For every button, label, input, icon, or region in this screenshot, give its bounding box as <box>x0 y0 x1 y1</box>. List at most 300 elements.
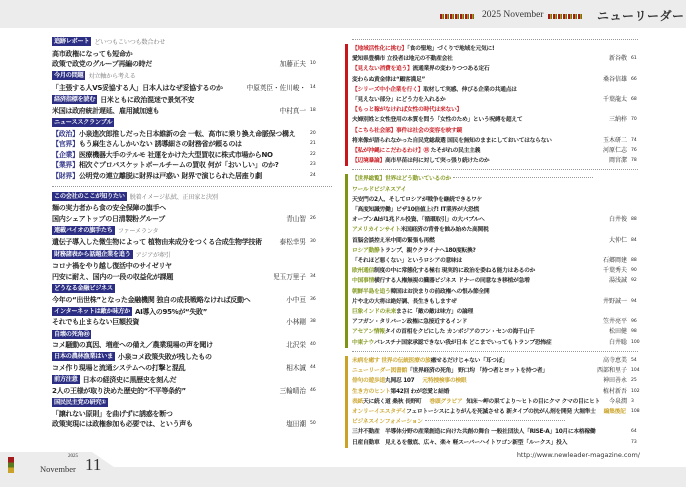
article-title[interactable] <box>52 295 332 306</box>
author-name: 相木誠 <box>286 363 306 372</box>
page-number: 61 <box>631 56 637 62</box>
article-title-text: 高市政権になっても短命か <box>52 49 133 58</box>
author-name: 三輪晴治 <box>279 386 306 395</box>
toc-row-text <box>352 397 604 407</box>
toc-row-text <box>352 438 627 448</box>
author-name: 新谷敬 <box>608 55 627 63</box>
series-label: 巨象インドの未来 <box>352 309 396 316</box>
section-header <box>52 284 332 295</box>
series-label: 生き方のヒント <box>352 388 391 395</box>
contents-right-column <box>345 36 645 459</box>
series-label: 【こちら社会部】 <box>352 127 396 134</box>
article-title-text: パレスチナ国家承認できない我が日本 どこまでいってもトランプ恐怖症 <box>374 339 552 346</box>
article-title-text: 三井不動産 半導体分野の産業創造に向けた共創の舞台 一般社団法人「RISE-A」10月に本格稼働 <box>352 429 596 436</box>
article-title[interactable] <box>52 409 332 420</box>
section-header <box>52 71 332 83</box>
dotted-divider <box>52 186 332 187</box>
toc-row-text <box>352 115 604 125</box>
section-label: 財務諸表から話題企業を追う <box>54 250 131 258</box>
section-headline[interactable]: 小泉コメ政策失敗が残したもの <box>117 353 212 362</box>
page-number: 3 <box>631 398 634 404</box>
article-title-text: まさに「敵の敵は味方」の論理 <box>395 309 473 316</box>
article-title-text: 「それほど悪くない」というロシアの意味は <box>352 258 462 265</box>
toc-row-text <box>352 246 645 256</box>
page-number: 104 <box>631 368 640 374</box>
article-title-text: 今年の“出世株”となった金融機関 独自の成長戦略なければ反動へ <box>52 295 251 304</box>
toc-section <box>52 375 332 396</box>
article-title-text: アフガン・タリバーン政権に急接近するインド <box>352 319 468 326</box>
section-headline[interactable]: 日本の経済史に黒歴史を刻んだ <box>82 376 177 385</box>
author-name: 加藤正夫 <box>279 60 306 69</box>
toc-row[interactable] <box>352 54 645 64</box>
news-text <box>52 171 306 182</box>
article-title[interactable] <box>52 317 332 328</box>
page-number: 22 <box>310 151 316 157</box>
section-header <box>52 307 332 318</box>
toc-row[interactable] <box>352 387 645 397</box>
toc-row[interactable] <box>352 156 645 166</box>
news-item[interactable] <box>52 139 332 150</box>
page-number: 68 <box>631 97 637 103</box>
author-name: 桑谷信雄 <box>602 75 627 83</box>
toc-row[interactable] <box>352 185 645 195</box>
article-title-text: 「食の聖地」づくりで地域を元気に! <box>406 46 495 52</box>
news-text <box>52 150 306 161</box>
series-label: 巻頭グラビア <box>429 398 463 405</box>
toc-row[interactable] <box>352 407 645 417</box>
section-header <box>52 226 332 238</box>
article-title-text: コロナ禍をやり越し復活中のサイゼリヤ <box>52 262 172 271</box>
decorative-stripe <box>548 14 582 19</box>
article-title-text: 「主張する人VS妥協する人」日本人はなぜ妥協するのか <box>52 83 223 92</box>
dotted-divider <box>425 420 565 421</box>
section-header-text <box>52 307 332 318</box>
author-name: 今泉潤 <box>608 397 627 405</box>
page-number: 18 <box>310 107 316 113</box>
series-label: 表紙 <box>352 398 363 405</box>
series-label: ビジネスインフォメーション <box>352 419 423 426</box>
page-number: 10 <box>310 61 316 67</box>
issue-date: 2025 November <box>482 10 544 20</box>
page-number: 36 <box>310 296 316 302</box>
news-category: 【政治】 <box>52 129 79 138</box>
article-title-text: フェロトーシスによりがんを死滅させる 新タイプの抗がん剤を開発 大堀隼士 <box>406 408 596 415</box>
toc-row[interactable] <box>352 376 645 386</box>
toc-row-text <box>352 126 645 136</box>
article-title-text: 「見えない部分」にどう力を入れるか <box>352 97 446 104</box>
author-name: 小中亘 <box>286 295 306 304</box>
page-number: 84 <box>631 237 637 243</box>
page-header <box>0 0 686 28</box>
toc-section <box>52 284 332 305</box>
article-title[interactable] <box>52 340 332 351</box>
article-title-text: 流通業界の変わりつつある定石 <box>412 66 490 73</box>
article-title-text: 「譲れない原則」を曲げずに誘惑を断つ <box>52 409 173 418</box>
section-label: 経済指標を読む <box>54 96 96 104</box>
article-title-text: 麺の実力者から食の安全保障の旗手へ <box>52 204 166 213</box>
page-number: 74 <box>631 137 637 143</box>
series-label: 未病を癒す 世界の伝統医療の旅 <box>352 357 431 364</box>
toc-section <box>52 192 332 225</box>
toc-row[interactable] <box>352 205 645 215</box>
toc-row-text <box>352 417 645 427</box>
dotted-divider <box>352 39 638 40</box>
article-title-text: 「高度知識労働」ビザ10倍値上げ! IT業界が大恐慌 <box>352 207 479 214</box>
series-label: ワールドビジネスアイ <box>352 186 407 193</box>
news-item[interactable] <box>52 160 332 171</box>
news-title: 公明党の連立離脱に財界は戸惑い 財界で演じられた居座り劇 <box>78 171 262 180</box>
article-title-text: 夫婦別姓と女性登用の本質を問う「女性のため」という呪縛を超えて <box>352 117 523 124</box>
section-header-text <box>52 226 332 238</box>
news-text <box>52 129 306 140</box>
article-title-text: 片や北の大将は絶好調、長生きもしますぜ <box>352 298 457 305</box>
toc-row[interactable] <box>352 276 645 286</box>
toc-row-text <box>352 95 598 105</box>
article-title-text: 首脳会談控え米中間の緊張も再燃 <box>352 237 435 244</box>
article-title-text: 天に続く道 桑秋 長野町 <box>363 398 422 405</box>
toc-row-text <box>352 307 645 317</box>
section-header-text <box>52 398 332 409</box>
section-header <box>52 192 332 204</box>
page-number: 20 <box>310 130 316 136</box>
article-title-text: 丸岡忍 107 <box>384 378 415 385</box>
article-title-text: 天安門の2人、そしてロシアが戦争を継続できるワケ <box>352 196 483 203</box>
page-number: 25 <box>631 378 637 384</box>
toc-row[interactable] <box>352 256 645 266</box>
series-label: 編集後記 <box>603 408 626 415</box>
toc-section <box>52 307 332 328</box>
page-number: 108 <box>631 408 640 414</box>
article-title-text: 韓国はお決まりの前政権への恨み節全開 <box>390 288 490 295</box>
toc-row-text <box>352 366 592 376</box>
page-number: 44 <box>310 364 316 370</box>
toc-row[interactable] <box>352 44 645 54</box>
section-label: 自壊の死角㊾ <box>54 330 90 338</box>
author-name: 井野誠一 <box>602 297 627 305</box>
article-title[interactable] <box>52 49 332 60</box>
section-header-text <box>52 330 332 341</box>
toc-row[interactable] <box>352 95 645 105</box>
toc-row[interactable] <box>352 195 645 205</box>
section-header <box>52 375 332 386</box>
toc-row-text <box>352 195 645 205</box>
news-text <box>52 139 306 150</box>
section-header-text <box>52 37 332 49</box>
article-title-text: トランプ、親ウクライナへ180度転換? <box>379 247 476 254</box>
series-label: 【もっと稼がなければ女性の時代は来ない】 <box>352 107 462 114</box>
author-name: 中原英臣・佐川峻・ <box>246 83 306 92</box>
issue-number: 11 <box>85 455 102 474</box>
toc-row[interactable] <box>352 397 645 407</box>
page-number: 34 <box>310 273 316 279</box>
toc-row[interactable] <box>352 115 645 125</box>
toc-row[interactable] <box>352 338 645 348</box>
toc-group-green <box>345 174 645 347</box>
page-number: 14 <box>310 84 316 90</box>
article-title[interactable] <box>52 59 332 70</box>
news-category: 【企業】 <box>52 150 79 159</box>
section-header <box>52 250 332 262</box>
toc-row[interactable] <box>352 366 645 376</box>
article-title-text: 知床～岬の果てより～ヒトの目にクマ クマの目にヒト <box>466 398 601 405</box>
series-label: 事件は社会の変容を映す鏡 <box>395 127 462 134</box>
section-header-text <box>52 284 332 295</box>
toc-row[interactable] <box>352 287 645 297</box>
article-title-text: 愛知県豊橋市 立役者は地元の不動産会社 <box>352 56 453 63</box>
series-label: アメリカインサイト <box>352 227 401 234</box>
toc-section <box>52 95 332 116</box>
toc-row-text <box>352 256 598 266</box>
article-title[interactable] <box>52 237 332 248</box>
toc-row[interactable] <box>352 236 645 246</box>
article-title-text: 「世界経済の死角」 野口均 「持つ者とヨットを持つ者」 <box>406 368 548 375</box>
article-title-text: それでも止まらない巨額投資 <box>52 318 140 327</box>
article-title-text: 日産自動車 見えるを徹底、広々、楽々 軽スーパーハイトワゴン新型「ルークス」投入 <box>352 439 568 446</box>
article-title-text: コメ騒動の真因、増産への備え／農業現場の声を聞け <box>52 341 213 350</box>
page-number: 100 <box>631 339 640 345</box>
author-name: 松田健 <box>608 328 627 336</box>
news-item[interactable] <box>52 150 332 161</box>
section-subtitle: どいつもこいつも数合わせ <box>94 39 165 46</box>
toc-section <box>52 37 332 70</box>
toc-row[interactable] <box>352 215 645 225</box>
toc-row[interactable] <box>352 105 645 115</box>
toc-row-text <box>352 146 598 156</box>
series-label: 中東ナウ <box>352 339 374 346</box>
toc-row-text <box>352 225 645 235</box>
section-label: ニューススクランブル <box>54 118 113 126</box>
page-number: 98 <box>631 329 637 335</box>
toc-row-text <box>352 356 598 366</box>
toc-section <box>52 118 332 182</box>
author-name: 笠井亮平 <box>602 318 627 326</box>
page-number: 78 <box>631 158 637 164</box>
article-title[interactable] <box>52 363 332 374</box>
article-title-text: 米国は政府統計遅延、雇用減加速も <box>52 106 160 115</box>
toc-row-text <box>352 156 604 166</box>
toc-row-text <box>352 64 645 74</box>
toc-row[interactable] <box>352 246 645 256</box>
toc-row-text <box>352 317 598 327</box>
article-title[interactable] <box>52 272 332 283</box>
toc-row[interactable] <box>352 297 645 307</box>
author-name: 高寺恵美 <box>602 356 627 364</box>
series-label: 朝鮮半島を追う <box>352 288 391 295</box>
section-header-text <box>52 71 332 83</box>
toc-section <box>52 398 332 430</box>
series-label: 【地域活性化に挑む】 <box>352 46 407 52</box>
section-subtitle: 脱着イメージ払拭、正田家と決別 <box>129 193 218 201</box>
author-name: 西部和里子 <box>596 367 627 375</box>
series-label: 【辺境暴論】 <box>352 158 385 165</box>
toc-row[interactable] <box>352 317 645 327</box>
news-item[interactable] <box>52 129 332 140</box>
series-label: 【世界総覧】世界はどう動いているのか <box>352 176 451 183</box>
section-header <box>52 352 332 363</box>
article-title-text: 米国経済の背骨を蝕み始めた高関税 <box>400 227 489 234</box>
page-number: 88 <box>631 258 637 264</box>
series-label: 元特捜検事の検眼 <box>422 378 467 385</box>
toc-row[interactable] <box>352 174 645 184</box>
toc-row-text <box>352 205 645 215</box>
color-bar <box>345 174 348 347</box>
toc-row[interactable] <box>352 438 645 448</box>
toc-row[interactable] <box>352 136 645 146</box>
author-name: 白井俊 <box>608 216 627 224</box>
article-title[interactable] <box>52 214 332 225</box>
author-name: 小林剛 <box>286 318 306 327</box>
section-label: この会社のここが知りたい <box>54 192 125 200</box>
section-subtitle: 対立軸から考える <box>88 73 136 81</box>
section-header-text <box>52 118 332 129</box>
page-number: 26 <box>310 215 316 221</box>
author-name: 河原仁志 <box>602 147 627 155</box>
section-headline[interactable]: AI導入の95%が“失敗” <box>134 307 208 316</box>
series-label: 中国事情 <box>352 278 374 285</box>
author-name: 泰松幸男 <box>279 238 306 247</box>
toc-row-text <box>352 174 645 184</box>
toc-row-text <box>352 287 645 297</box>
toc-row[interactable] <box>352 75 645 85</box>
toc-row-text <box>352 338 604 348</box>
article-title-text: 第42回 わが恋愛と結婚 <box>390 388 450 395</box>
article-title-text: 政策で政党のグループ再編の時だ <box>52 60 152 69</box>
article-title-text: 国内シェアトップの日清製粉グループ <box>52 214 165 223</box>
color-bar <box>345 356 348 448</box>
toc-row-text <box>352 75 598 85</box>
toc-group-red <box>345 44 645 166</box>
toc-row-text <box>352 407 627 417</box>
page-number: 38 <box>310 319 316 325</box>
article-title[interactable] <box>52 419 332 430</box>
section-header <box>52 95 332 106</box>
section-label: 連載バイオの旗手たち <box>54 226 113 234</box>
toc-row[interactable] <box>352 266 645 276</box>
color-bar <box>345 44 348 166</box>
article-title-text: オープンAIが1兆ドル投資、「循環取引」の大バブルへ <box>352 217 485 224</box>
series-label: ロシア動静 <box>352 247 380 254</box>
series-label: オンリーイエスタデイ <box>352 408 407 415</box>
page-number: 66 <box>631 76 637 82</box>
series-label: 【私が沖縄にこだわるわけ】⑱ <box>352 148 429 155</box>
toc-row-text <box>352 105 645 115</box>
toc-row[interactable] <box>352 126 645 136</box>
page-number: 23 <box>310 162 316 168</box>
section-label: 国民民主党の研究① <box>54 398 107 406</box>
section-label: 今月の問題 <box>54 72 84 80</box>
toc-row[interactable] <box>352 64 645 74</box>
article-title-text: たそがれの民主主義 <box>428 148 481 155</box>
magazine-title: ニューリーダー <box>597 9 685 23</box>
author-name: 玉木研二 <box>602 136 627 144</box>
article-title-text: 取材して実感、伸びる企業の共通点は <box>423 86 517 93</box>
section-header-text <box>52 192 332 204</box>
toc-row[interactable] <box>352 85 645 95</box>
news-category: 【官界】 <box>52 140 79 149</box>
section-header-text <box>52 250 332 262</box>
toc-section <box>52 330 332 351</box>
toc-section <box>52 250 332 283</box>
article-title[interactable] <box>52 106 332 117</box>
article-title[interactable] <box>52 261 332 272</box>
author-name: 湯浅誠 <box>608 277 627 285</box>
toc-row[interactable] <box>352 225 645 235</box>
news-title: もう麻生さんしかいない 誘導細さの財務省が頼るのは <box>78 140 242 149</box>
article-title-text: 変わらぬ黄金律は“顧客満足” <box>352 76 425 83</box>
contents-left-column <box>52 37 332 431</box>
page-number: 76 <box>631 148 637 154</box>
news-title: 相次ぐプロバスケットボールチームの買収 何が「おいしい」のか? <box>78 161 279 170</box>
toc-row-text <box>352 54 604 64</box>
page-number: 46 <box>310 387 316 393</box>
section-header <box>52 118 332 129</box>
section-header <box>52 330 332 341</box>
toc-row[interactable] <box>352 427 645 437</box>
section-subtitle: アジアが牽引 <box>135 251 171 259</box>
toc-row-text <box>352 427 627 437</box>
page-number: 64 <box>631 429 637 435</box>
toc-row[interactable] <box>352 417 645 427</box>
toc-row[interactable] <box>352 307 645 317</box>
section-header-text <box>52 375 332 386</box>
section-label: どうなる金融ビジネス <box>54 285 113 293</box>
author-name: 青山智 <box>286 214 306 223</box>
article-title-text: 高市早苗は何に対して突っ張り続けたのか <box>384 158 490 165</box>
toc-row-text <box>352 136 598 146</box>
page-number: 92 <box>631 278 637 284</box>
toc-row-text <box>352 327 604 337</box>
author-name: 千葉龍太 <box>602 96 627 104</box>
article-title[interactable] <box>52 83 332 94</box>
article-title-text: 遺伝子導入した微生物によって 植物由来成分をつくる合成生物学技術 <box>52 238 262 247</box>
page-number: 96 <box>631 319 637 325</box>
toc-section <box>52 352 332 373</box>
author-name: 北沢栄 <box>286 341 306 350</box>
section-headline[interactable]: 日米ともに政治混迷で景気不安 <box>100 96 195 105</box>
toc-row[interactable] <box>352 146 645 156</box>
section-subtitle: ファーメランタ <box>117 227 159 235</box>
section-header <box>52 37 332 49</box>
series-label: ニューリーダー図書館 <box>352 368 407 375</box>
toc-row-text <box>352 266 598 276</box>
section-header-text <box>52 95 332 106</box>
news-text <box>52 160 306 171</box>
author-name: 白井聡 <box>608 338 627 346</box>
toc-row[interactable] <box>352 356 645 366</box>
page-number: 54 <box>631 357 637 363</box>
news-item[interactable] <box>52 171 332 182</box>
footer-year: 2025 <box>68 454 78 459</box>
website-url[interactable]: http://www.newleader-magazine.com/ <box>516 450 640 459</box>
news-category: 【財界】 <box>52 171 79 180</box>
dotted-divider <box>453 177 593 178</box>
page-number: 21 <box>310 141 316 147</box>
series-label: 【見えない消費を追う】 <box>352 66 413 73</box>
series-label: アセアン情報 <box>352 329 385 336</box>
series-label: 欧州通信 <box>352 268 374 275</box>
article-title-text: コメ作り現場と流通システムへの打撃と混乱 <box>52 363 186 372</box>
section-header-text <box>52 352 332 363</box>
article-title[interactable] <box>52 386 332 397</box>
toc-row[interactable] <box>352 327 645 337</box>
toc-row-text <box>352 44 645 54</box>
toc-row-text <box>352 297 598 307</box>
toc-row-text <box>352 236 604 246</box>
article-title[interactable] <box>52 203 332 214</box>
page-number: 50 <box>310 421 316 427</box>
article-title-text: 政策実現には政権参加も必要では、という声も <box>52 420 193 429</box>
author-name: 神田善永 <box>602 377 627 385</box>
